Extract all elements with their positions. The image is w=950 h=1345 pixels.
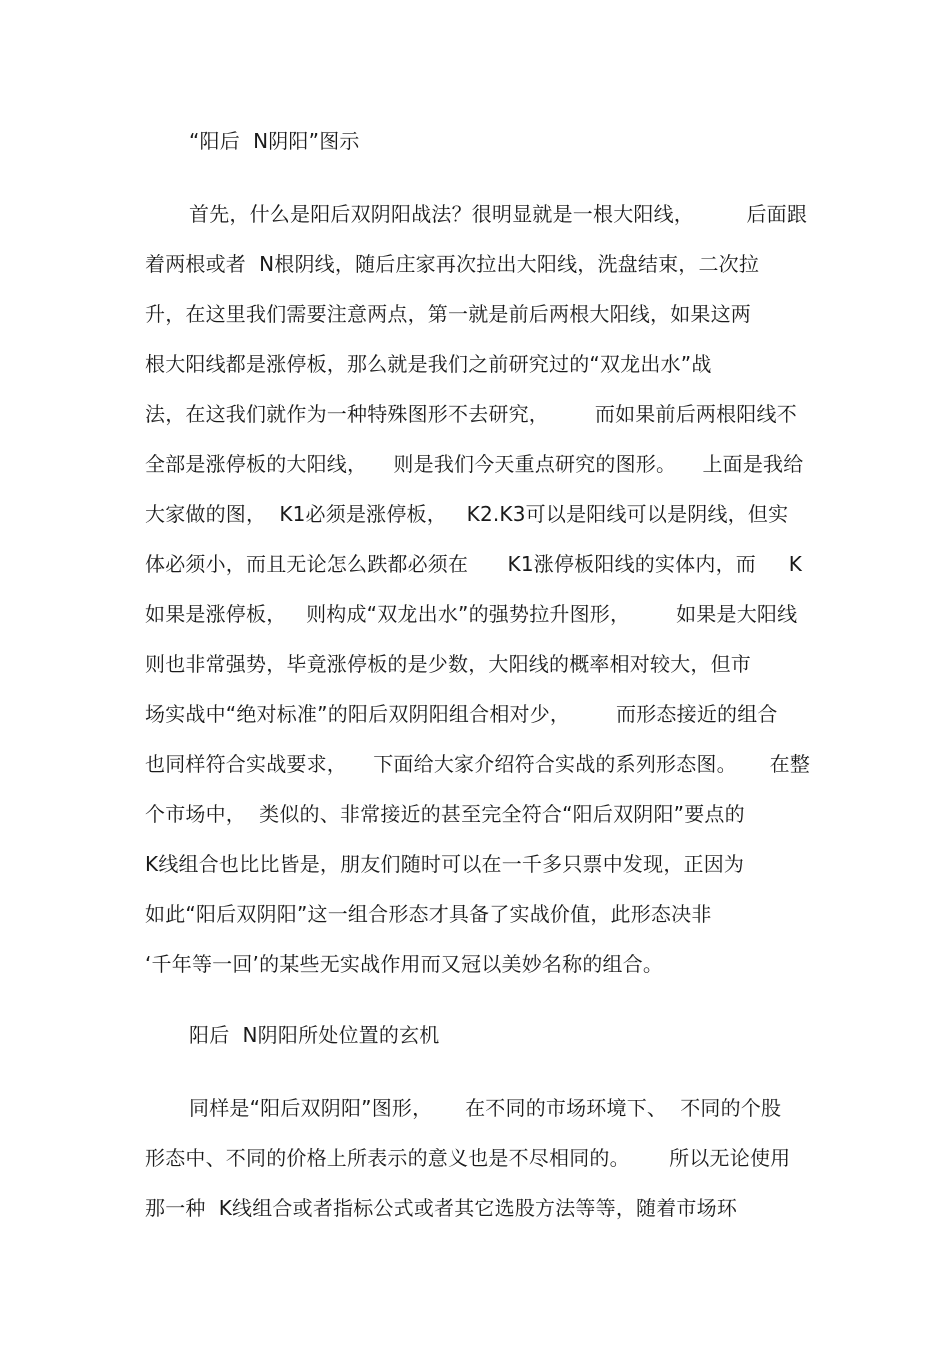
paragraph-line: 如果是涨停板， 则构成“双龙出水”的强势拉升图形， 如果是大阳线 xyxy=(145,602,798,626)
paragraph-line: 如此“阳后双阴阳”这一组合形态才具备了实战价值，此形态决非 xyxy=(145,902,712,926)
paragraph-line: 根大阳线都是涨停板，那么就是我们之前研究过的“双龙出水”战 xyxy=(145,352,712,376)
paragraph-line: 形态中、不同的价格上所表示的意义也是不尽相同的。 所以无论使用 xyxy=(145,1146,791,1170)
paragraph-line: 同样是“阳后双阴阳”图形， 在不同的市场环境下、 不同的个股 xyxy=(189,1096,782,1120)
paragraph-line: 全部是涨停板的大阳线， 则是我们今天重点研究的图形。 上面是我给 xyxy=(145,452,804,476)
section-heading-figure: “阳后 N阴阳”图示 xyxy=(189,129,360,153)
paragraph-line: 场实战中“绝对标准”的阳后双阴阳组合相对少， 而形态接近的组合 xyxy=(145,702,778,726)
paragraph-line: 着两根或者 N根阴线，随后庄家再次拉出大阳线，洗盘结束，二次拉 xyxy=(145,252,760,276)
paragraph-line: 大家做的图， K1必须是涨停板， K2.K3可以是阳线可以是阴线，但实 xyxy=(145,502,789,526)
paragraph-line: 首先，什么是阳后双阴阳战法？很明显就是一根大阳线， 后面跟 xyxy=(189,202,808,226)
paragraph-line: K线组合也比比皆是，朋友们随时可以在一千多只票中发现，正因为 xyxy=(145,852,745,876)
section-heading-position: 阳后 N阴阳所处位置的玄机 xyxy=(189,1023,440,1047)
paragraph-line: 法，在这我们就作为一种特殊图形不去研究， 而如果前后两根阳线不 xyxy=(145,402,797,426)
paragraph-line: 升，在这里我们需要注意两点，第一就是前后两根大阳线，如果这两 xyxy=(145,302,751,326)
paragraph-line: 那一种 K线组合或者指标公式或者其它选股方法等等，随着市场环 xyxy=(145,1196,738,1220)
paragraph-line: 也同样符合实战要求， 下面给大家介绍符合实战的系列形态图。 在整 xyxy=(145,752,811,776)
paragraph-line: 则也非常强势，毕竟涨停板的是少数，大阳线的概率相对较大，但市 xyxy=(145,652,751,676)
paragraph-line: 体必须小，而且无论怎么跌都必须在 K1涨停板阳线的实体内，而 K xyxy=(145,552,803,576)
paragraph-line: 个市场中， 类似的、非常接近的甚至完全符合“阳后双阴阳”要点的 xyxy=(145,802,745,826)
paragraph-line: ‘千年等一回’的某些无实战作用而又冠以美妙名称的组合。 xyxy=(145,952,664,976)
